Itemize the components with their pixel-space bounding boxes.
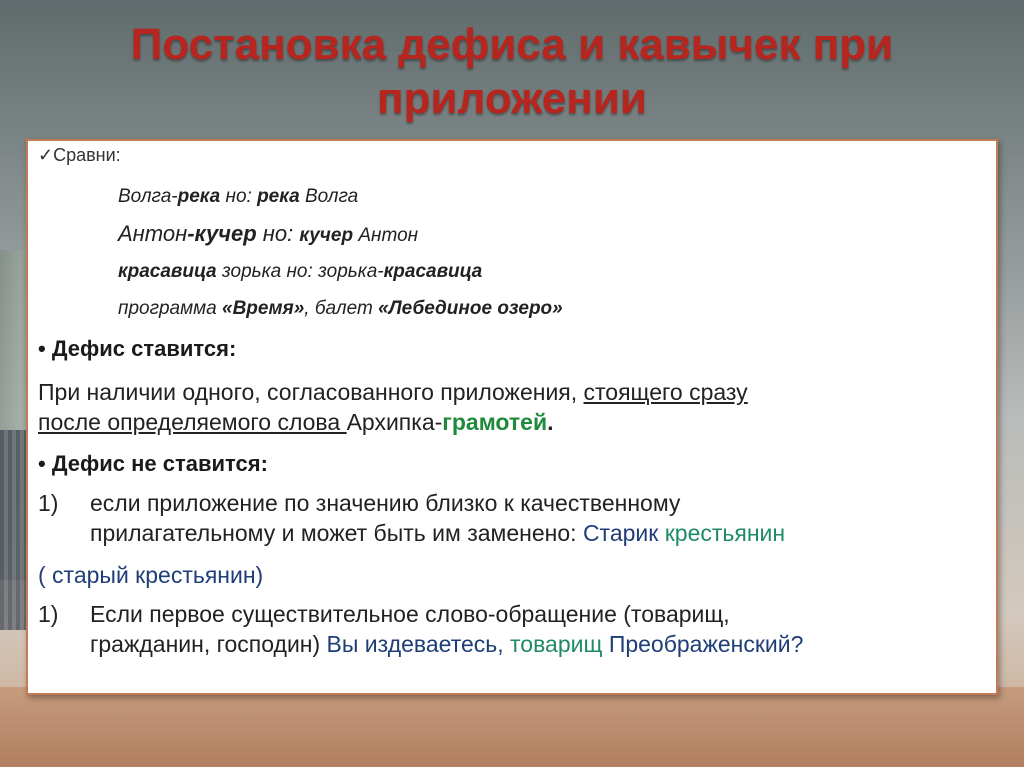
example-line-4: программа «Время», балет «Лебединое озеро»	[118, 298, 563, 319]
rule-item-1-paren: ( старый крестьянин)	[38, 562, 264, 588]
example-line-3: красавица зорька но: зорька-красавица	[118, 261, 483, 282]
example-line-2: Антон-кучер но: кучер Антон	[118, 221, 419, 246]
check-icon: ✓	[38, 145, 54, 165]
hyphen-used-line-2: после определяемого слова Архипка-грамотей.	[38, 409, 554, 435]
content-card	[26, 139, 998, 695]
example-line-1: Волга-река но: река Волга	[118, 186, 359, 207]
background-table	[0, 687, 1024, 767]
slide-title	[60, 18, 964, 126]
hyphen-used-heading: • Дефис ставится:	[38, 336, 237, 361]
hyphen-not-used-heading: • Дефис не ставится:	[38, 451, 268, 476]
rule-item-1-line-1: 1) если приложение по значению близко к качественному	[38, 490, 681, 516]
compare-label: ✓Сравни:	[38, 145, 121, 165]
rule-item-2-line-1: 1) Если первое существительное слово-обращение (товарищ,	[38, 601, 730, 627]
rule-item-2-line-2: гражданин, господин) Вы издеваетесь, товарищ Преображенский?	[90, 631, 804, 657]
slide-title-line2: приложении	[377, 74, 647, 123]
slide-title-line1: Постановка дефиса и кавычек при	[130, 20, 894, 69]
hyphen-used-line-1: При наличии одного, согласованного приложения, стоящего сразу	[38, 379, 748, 405]
rule-item-1-line-2: прилагательному и может быть им заменено: Старик крестьянин	[90, 520, 786, 546]
